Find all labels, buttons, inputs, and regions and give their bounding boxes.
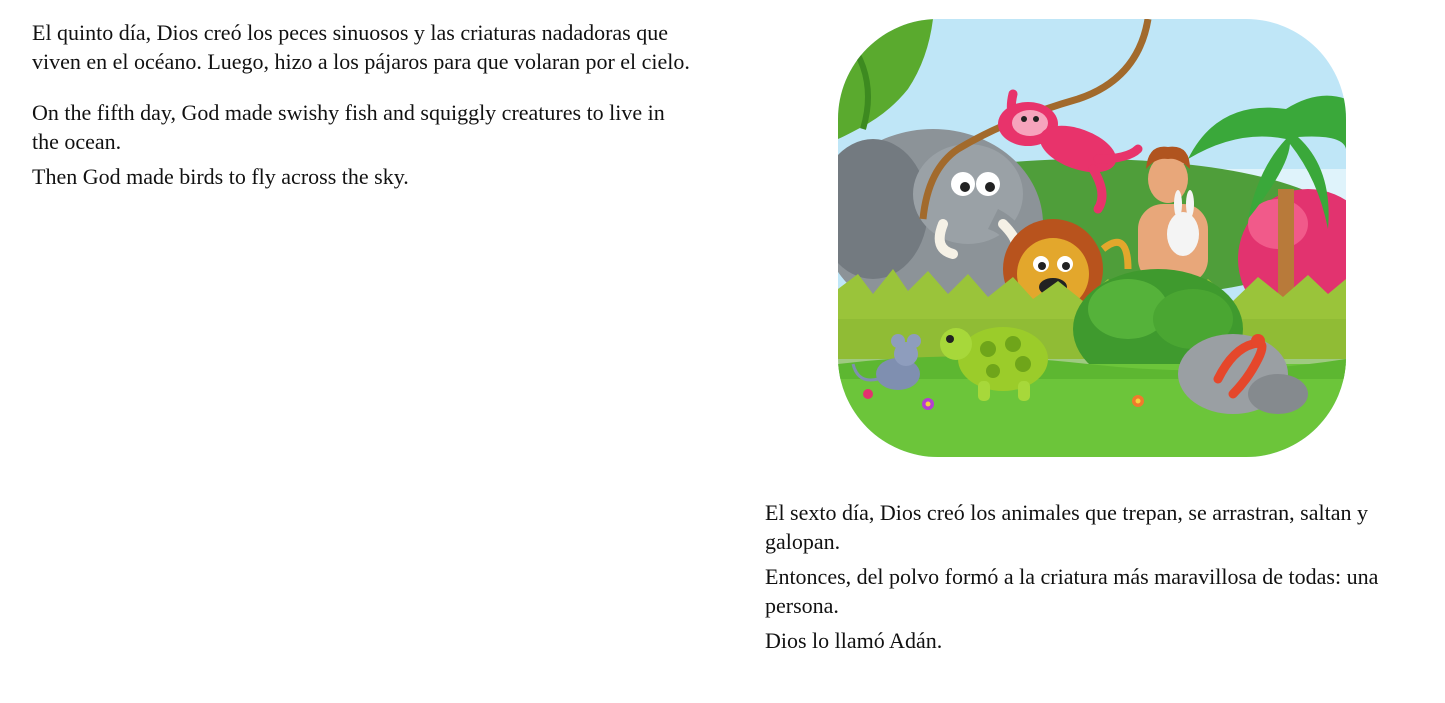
spanish-line-sixth-day: El sexto día, Dios creó los animales que trepan, se arrastran, saltan y galopan. [765, 500, 1368, 554]
english-line-birds: Then God made birds to fly across the sky. [32, 164, 409, 189]
spanish-line-adam: Dios lo llamó Adán. [765, 628, 943, 653]
spanish-paragraph-fifth-day: El quinto día, Dios creó los peces sinuosos y las criaturas nadadoras que viven en el océano. Luego, hizo a los pájaros para que volaran por el cielo. [32, 20, 690, 74]
right-page-text [765, 498, 1435, 655]
jungle-animals-illustration [838, 19, 1346, 457]
rabbit [1167, 212, 1199, 256]
spanish-line-person: Entonces, del polvo formó a la criatura más maravillosa de todas: una persona. [765, 564, 1379, 618]
english-line-fifth-day: On the fifth day, God made swishy fish and squiggly creatures to live in the ocean. [32, 100, 665, 154]
left-page-text [32, 18, 692, 191]
